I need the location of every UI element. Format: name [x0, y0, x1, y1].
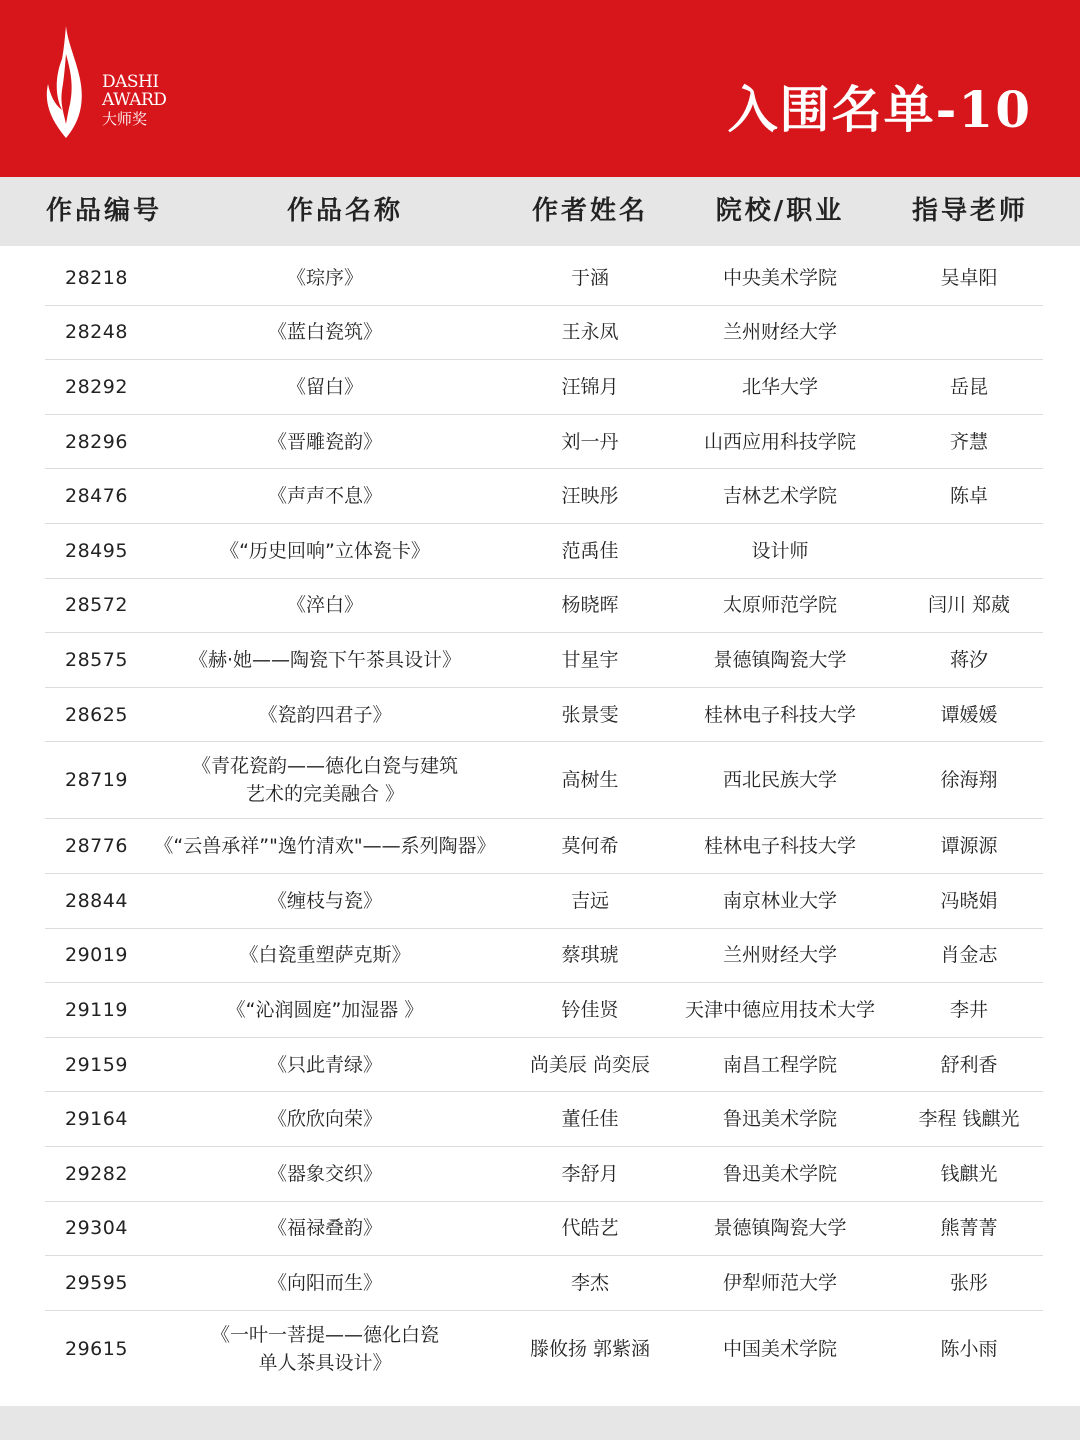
- cell-teacher-text: 谭媛媛: [940, 703, 998, 726]
- cell-id: [45, 688, 143, 742]
- cell-id-text: 29615: [65, 1338, 128, 1361]
- header-name: 作品名称: [286, 196, 403, 226]
- cell-id: [45, 251, 143, 305]
- cell-author-text: 钤佳贤: [561, 998, 619, 1021]
- cell-author-text: 王永凤: [561, 321, 619, 344]
- cell-id: [45, 742, 143, 818]
- logo-wordmark: [102, 74, 166, 127]
- cell-author: [505, 874, 675, 928]
- table-row: [45, 983, 1043, 1038]
- cell-author-text: 滕攸扬 郭紫涵: [529, 1338, 651, 1361]
- cell-teacher-text: 蒋汐: [949, 648, 988, 671]
- cell-author-text: 莫何希: [561, 835, 619, 858]
- cell-teacher: [885, 1147, 1053, 1201]
- cell-author: [505, 579, 675, 633]
- cell-id-text: 28625: [65, 703, 128, 726]
- cell-school-text: 景德镇陶瓷大学: [713, 1217, 847, 1240]
- cell-teacher-text: 闫川 郑葳: [927, 594, 1011, 617]
- cell-id: [45, 360, 143, 414]
- cell-id: [45, 633, 143, 687]
- cell-teacher: [885, 929, 1053, 983]
- cell-school: [675, 251, 885, 305]
- cell-teacher-text: 陈卓: [949, 485, 988, 508]
- cell-teacher: [885, 874, 1053, 928]
- cell-teacher-text: 陈小雨: [940, 1338, 998, 1361]
- cell-author: [505, 742, 675, 818]
- cell-name: [145, 983, 505, 1037]
- cell-school-text: 鲁迅美术学院: [722, 1108, 837, 1131]
- cell-author-text: 甘星宇: [561, 648, 619, 671]
- cell-author: [505, 1147, 675, 1201]
- logo-line-1: DASHI: [102, 72, 159, 92]
- cell-name: [145, 633, 505, 687]
- cell-name: [145, 819, 505, 873]
- table-row: [45, 688, 1043, 743]
- cell-teacher: [885, 306, 1053, 360]
- cell-school-text: 吉林艺术学院: [722, 485, 837, 508]
- cell-teacher: [885, 1202, 1053, 1256]
- cell-author-text: 于涵: [570, 266, 609, 289]
- cell-teacher-text: 李井: [949, 998, 988, 1021]
- cell-school: [675, 742, 885, 818]
- table-row: [45, 1147, 1043, 1202]
- cell-name: [145, 688, 505, 742]
- cell-teacher: [885, 360, 1053, 414]
- cell-school-text: 中央美术学院: [722, 266, 837, 289]
- cell-school-text: 桂林电子科技大学: [703, 703, 856, 726]
- cell-teacher: [885, 415, 1053, 469]
- cell-name-text: 《晋雕瓷韵》: [267, 430, 382, 453]
- cell-teacher-text: 谭源源: [940, 835, 998, 858]
- cell-name-text: 《“云兽承祥”"逸竹清欢"——系列陶器》: [154, 835, 496, 858]
- cell-school-text: 桂林电子科技大学: [703, 835, 856, 858]
- cell-id-text: 28296: [65, 430, 128, 453]
- cell-author: [505, 469, 675, 523]
- table-row: [45, 874, 1043, 929]
- dashi-award-logo: [40, 24, 180, 144]
- header-school: 院校/职业: [715, 196, 845, 226]
- cell-author: [505, 1256, 675, 1310]
- cell-id-text: 28776: [65, 835, 128, 858]
- cell-name-text: 《只此青绿》: [267, 1053, 382, 1076]
- header-author: 作者姓名: [531, 196, 648, 226]
- cell-school-text: 南京林业大学: [722, 889, 837, 912]
- cell-teacher-text: 李程 钱麒光: [918, 1108, 1020, 1131]
- table-row: [45, 1038, 1043, 1093]
- cell-teacher: [885, 1311, 1053, 1388]
- cell-school: [675, 1092, 885, 1146]
- cell-school: [675, 633, 885, 687]
- cell-author-text: 蔡琪琥: [561, 944, 619, 967]
- cell-name: [145, 415, 505, 469]
- cell-author-text: 董任佳: [561, 1108, 619, 1131]
- cell-name-text: 《欣欣向荣》: [267, 1108, 382, 1131]
- table-row: [45, 1202, 1043, 1257]
- cell-author-text: 汪映彤: [561, 485, 619, 508]
- cell-name-text: 《器象交织》: [267, 1162, 382, 1185]
- cell-school: [675, 819, 885, 873]
- cell-author: [505, 1311, 675, 1388]
- cell-author: [505, 1038, 675, 1092]
- cell-name: [145, 306, 505, 360]
- cell-author: [505, 524, 675, 578]
- cell-teacher-text: 吴卓阳: [940, 266, 998, 289]
- cell-school: [675, 415, 885, 469]
- cell-name-text: 《缠枝与瓷》: [267, 889, 382, 912]
- cell-author: [505, 983, 675, 1037]
- cell-teacher: [885, 1038, 1053, 1092]
- cell-id: [45, 874, 143, 928]
- table-row: [45, 1311, 1043, 1388]
- cell-name-text: 《蓝白瓷筑》: [267, 321, 382, 344]
- cell-id: [45, 819, 143, 873]
- page-title: 入围名单-10: [727, 80, 1032, 139]
- cell-name-text: 《淬白》: [286, 594, 363, 617]
- cell-name-text: 《琮序》: [286, 266, 363, 289]
- cell-name: [145, 469, 505, 523]
- cell-author: [505, 1202, 675, 1256]
- cell-teacher: [885, 251, 1053, 305]
- cell-author-text: 汪锦月: [561, 375, 619, 398]
- cell-name: [145, 929, 505, 983]
- cell-name-text: 《留白》: [286, 375, 363, 398]
- cell-id-text: 28292: [65, 375, 128, 398]
- cell-author: [505, 306, 675, 360]
- cell-id: [45, 306, 143, 360]
- cell-school-text: 中国美术学院: [722, 1338, 837, 1361]
- cell-school-text: 北华大学: [741, 375, 818, 398]
- cell-school: [675, 1147, 885, 1201]
- cell-author: [505, 633, 675, 687]
- cell-author: [505, 360, 675, 414]
- cell-name-text: 《“历史回响”立体瓷卡》: [220, 539, 430, 562]
- table-row: [45, 819, 1043, 874]
- cell-name-text: 《福禄叠韵》: [267, 1217, 382, 1240]
- cell-author-text: 吉远: [570, 889, 609, 912]
- cell-school: [675, 1256, 885, 1310]
- table-header: [0, 177, 1080, 246]
- cell-id-text: 28572: [65, 594, 128, 617]
- cell-id-text: 29119: [65, 998, 128, 1021]
- cell-name: [145, 1256, 505, 1310]
- table-row: [45, 251, 1043, 306]
- cell-author: [505, 251, 675, 305]
- cell-id-text: 28218: [65, 266, 128, 289]
- cell-name-text: 《声声不息》: [267, 485, 382, 508]
- cell-school: [675, 688, 885, 742]
- cell-name: [145, 579, 505, 633]
- cell-name-text: 《青花瓷韵——德化白瓷与建筑 艺术的完美融合 》: [191, 755, 458, 806]
- cell-school-text: 西北民族大学: [722, 769, 837, 792]
- cell-teacher-text: 齐慧: [949, 430, 988, 453]
- cell-name-text: 《瓷韵四君子》: [258, 703, 392, 726]
- header-teacher: 指导老师: [911, 196, 1028, 226]
- cell-author: [505, 819, 675, 873]
- cell-teacher-text: 肖金志: [940, 944, 998, 967]
- cell-school-text: 山西应用科技学院: [703, 430, 856, 453]
- table-row: [45, 469, 1043, 524]
- cell-school: [675, 983, 885, 1037]
- cell-school-text: 伊犁师范大学: [722, 1271, 837, 1294]
- cell-name-text: 《一叶一菩提——德化白瓷 单人茶具设计》: [210, 1324, 439, 1375]
- cell-teacher: [885, 688, 1053, 742]
- cell-name-text: 《赫·她——陶瓷下午茶具设计》: [188, 648, 462, 671]
- cell-school: [675, 469, 885, 523]
- cell-name: [145, 1038, 505, 1092]
- table-row: [45, 742, 1043, 819]
- cell-author-text: 高树生: [561, 769, 619, 792]
- cell-teacher-text: 岳昆: [949, 375, 988, 398]
- table-row: [45, 1256, 1043, 1311]
- cell-name: [145, 874, 505, 928]
- cell-school: [675, 579, 885, 633]
- cell-author-text: 刘一丹: [561, 430, 619, 453]
- cell-teacher: [885, 469, 1053, 523]
- table-row: [45, 306, 1043, 361]
- cell-id: [45, 1038, 143, 1092]
- cell-teacher: [885, 524, 1053, 578]
- cell-school: [675, 1202, 885, 1256]
- cell-name: [145, 1311, 505, 1388]
- table-row: [45, 633, 1043, 688]
- table-row: [45, 524, 1043, 579]
- cell-id-text: 28575: [65, 648, 128, 671]
- cell-id: [45, 1147, 143, 1201]
- cell-author-text: 代皓艺: [561, 1217, 619, 1240]
- cell-teacher: [885, 983, 1053, 1037]
- cell-id: [45, 415, 143, 469]
- cell-name: [145, 742, 505, 818]
- cell-school-text: 太原师范学院: [722, 594, 837, 617]
- cell-id-text: 29019: [65, 944, 128, 967]
- table-body: [45, 251, 1043, 1388]
- cell-teacher: [885, 633, 1053, 687]
- cell-id-text: 28248: [65, 321, 128, 344]
- table-row: [45, 929, 1043, 984]
- cell-teacher: [885, 742, 1053, 818]
- cell-author-text: 李杰: [570, 1271, 609, 1294]
- cell-author: [505, 415, 675, 469]
- cell-name-text: 《向阳而生》: [267, 1271, 382, 1294]
- cell-teacher: [885, 1092, 1053, 1146]
- logo-line-cn: 大师奖: [102, 109, 148, 128]
- cell-author: [505, 1092, 675, 1146]
- cell-teacher-text: 舒利香: [940, 1053, 998, 1076]
- cell-teacher-text: 冯晓娟: [940, 889, 998, 912]
- cell-school-text: 南昌工程学院: [722, 1053, 837, 1076]
- cell-name: [145, 251, 505, 305]
- table-row: [45, 579, 1043, 634]
- cell-name: [145, 1092, 505, 1146]
- cell-school: [675, 929, 885, 983]
- table-row: [45, 360, 1043, 415]
- cell-name: [145, 524, 505, 578]
- cell-school: [675, 1311, 885, 1388]
- cell-author: [505, 688, 675, 742]
- cell-school: [675, 524, 885, 578]
- cell-id: [45, 579, 143, 633]
- cell-id-text: 28844: [65, 889, 128, 912]
- cell-school-text: 兰州财经大学: [722, 321, 837, 344]
- cell-id-text: 28476: [65, 485, 128, 508]
- cell-id: [45, 524, 143, 578]
- header-id: 作品编号: [45, 196, 162, 226]
- cell-id-text: 29164: [65, 1108, 128, 1131]
- cell-school: [675, 1038, 885, 1092]
- cell-author-text: 尚美辰 尚奕辰: [529, 1053, 651, 1076]
- cell-id-text: 28719: [65, 769, 128, 792]
- cell-id: [45, 1202, 143, 1256]
- cell-author-text: 张景雯: [561, 703, 619, 726]
- cell-teacher-text: 钱麒光: [940, 1162, 998, 1185]
- cell-id-text: 29282: [65, 1162, 128, 1185]
- cell-school-text: 鲁迅美术学院: [722, 1162, 837, 1185]
- cell-id: [45, 929, 143, 983]
- cell-school-text: 景德镇陶瓷大学: [713, 648, 847, 671]
- cell-id-text: 29595: [65, 1271, 128, 1294]
- cell-teacher-text: 徐海翔: [940, 769, 998, 792]
- cell-name: [145, 1202, 505, 1256]
- cell-id: [45, 469, 143, 523]
- cell-teacher-text: 熊菁菁: [940, 1217, 998, 1240]
- cell-name-text: 《“沁润圆庭”加湿器 》: [226, 998, 424, 1021]
- dashi-flame-icon: [40, 24, 100, 144]
- cell-id: [45, 983, 143, 1037]
- cell-name-text: 《白瓷重塑萨克斯》: [239, 944, 411, 967]
- cell-school-text: 兰州财经大学: [722, 944, 837, 967]
- cell-id: [45, 1092, 143, 1146]
- cell-school-text: 天津中德应用技术大学: [684, 998, 875, 1021]
- cell-id: [45, 1256, 143, 1310]
- cell-author-text: 范禹佳: [561, 539, 619, 562]
- cell-school-text: 设计师: [751, 539, 809, 562]
- cell-school: [675, 306, 885, 360]
- cell-teacher: [885, 579, 1053, 633]
- cell-id-text: 29304: [65, 1217, 128, 1240]
- cell-school: [675, 360, 885, 414]
- table-row: [45, 415, 1043, 470]
- cell-author: [505, 929, 675, 983]
- logo-line-2: AWARD: [102, 89, 167, 110]
- cell-author-text: 杨晓晖: [561, 594, 619, 617]
- cell-id: [45, 1311, 143, 1388]
- cell-name: [145, 360, 505, 414]
- table-row: [45, 1092, 1043, 1147]
- cell-teacher: [885, 819, 1053, 873]
- cell-teacher: [885, 1256, 1053, 1310]
- header-banner: [0, 0, 1080, 177]
- cell-author-text: 李舒月: [561, 1162, 619, 1185]
- cell-school: [675, 874, 885, 928]
- cell-name: [145, 1147, 505, 1201]
- cell-id-text: 28495: [65, 539, 128, 562]
- footer-bar: [0, 1406, 1080, 1440]
- cell-id-text: 29159: [65, 1053, 128, 1076]
- cell-teacher-text: 张彤: [949, 1271, 988, 1294]
